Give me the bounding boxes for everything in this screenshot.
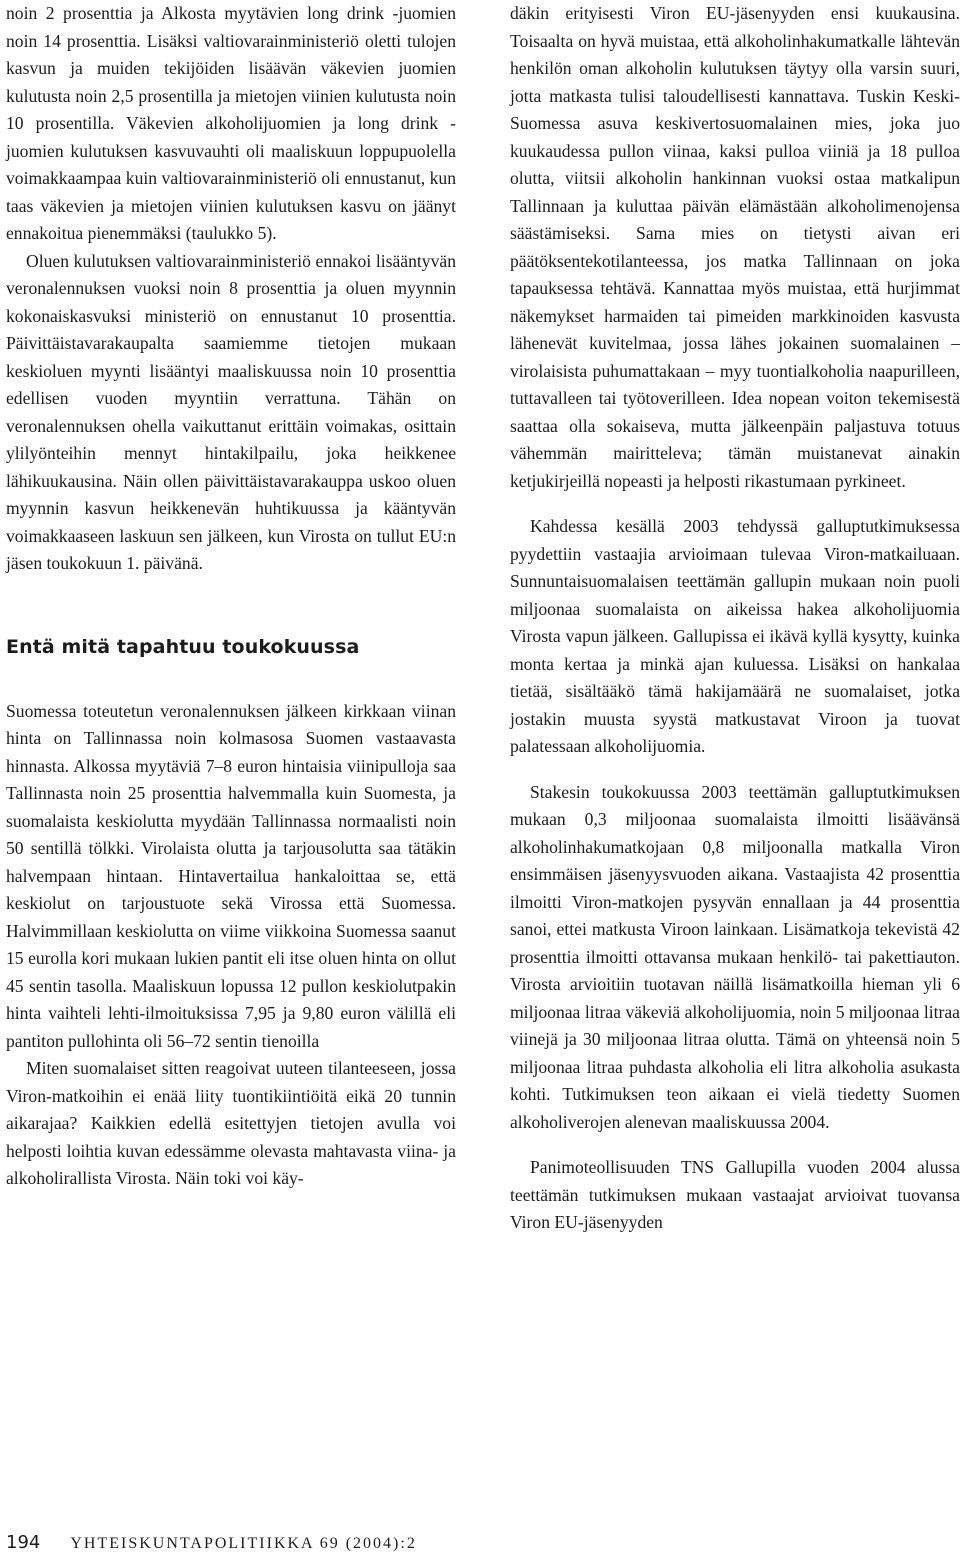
section-heading: Entä mitä tapahtuu toukokuussa bbox=[6, 635, 360, 658]
journal-title: YHTEISKUNTAPOLITIIKKA 69 (2004):2 bbox=[70, 1535, 417, 1552]
paragraph: däkin erityisesti Viron EU-jäsenyyden ensi kuukausina. Toisaalta on hyvä muistaa, että alkoholinhakumatkalle lähtevän henkilön oman alkoholin kulutuksen täytyy olla varsin suuri, jotta matkasta tulisi taloudellisesti kannattava. Tuskin Keski-Suomessa asuva keskivertosuomalainen mies, joka juo kuukaudessa pullon viinaa, kaksi pulloa viiniä ja 18 pulloa olutta, viitsii alkoholin hankinnan vuoksi ostaa matkalipun Tallinnaan ja kuluttaa päivän elämästään alkoholimenojensa säästämiseksi. Sama mies on tietysti aivan eri päätöksentekotilanteessa, jos matka Tallinnaan on joka tapauksessa tehtävä. Kannattaa myös muistaa, että hurjimmat näkemykset harmaiden tai pimeiden markkinoiden kasvusta lähenevät kuvitelmaa, jossa lähes jokainen suomalainen – virolaisista puhumattakaan – myy tuontialkoholia naapurilleen, tuttavalleen tai työtoverilleen. Idea nopean voiton tekemisestä saattaa olla sokaiseva, mutta jälkeenpäin paljastuva totuus vähemmän mairitteleva; tämän muistanevat ainakin ketjukirjeillä nopeasti ja helposti rikastumaan pyrkineet. bbox=[510, 3, 960, 491]
paragraph: noin 2 prosenttia ja Alkosta myytävien long drink -juomien noin 14 prosenttia. Lisäksi valtiovarainministeriö oletti tulojen kasvun ja muiden tekijöiden lisäävän väkevien juomien kulutusta noin 2,5 prosentilla ja mietojen viinien kulutusta noin 10 prosentilla. Väkevien alkoholijuomien ja long drink -juomien kulutuksen kasvuvauhti oli maaliskuun loppupuolella voimakkaampaa kuin valtiovarainministeriö oli ennustanut, kun taas väkevien ja mietojen viinien kulutuksen kasvu on jäänyt ennakoitua pienemmäksi (taulukko 5). bbox=[6, 3, 456, 243]
paragraph: Stakesin toukokuussa 2003 teettämän galluptutkimuksen mukaan 0,3 miljoonaa suomalaista ilmoitti lisäävänsä alkoholinhakumatkojaan 0,8 miljoonalla matkalla Viron ensimmäisen jäsenyysvuoden aikana. Vastaajista 42 prosenttia ilmoitti Viron-matkojen pysyvän ennallaan ja 44 prosenttia sanoi, ettei matkusta Viroon lainkaan. Lisämatkoja tekevistä 42 prosenttia ilmoitti ottavansa mukaan henkilö- tai pakettiauton. Virosta arvioitiin tuotavan näillä lisämatkoilla hieman yli 6 miljoonaa litraa väkeviä alkoholijuomia, noin 5 miljoonaa litraa viinejä ja 30 miljoonaa litraa olutta. Tämä on yhteensä noin 5 miljoonaa litraa puhdasta alkoholia eli litra alkoholia asukasta kohti. Tutkimuksen teon aikaan ei vielä tiedetty Suomen alkoholiverojen alenevan maaliskuussa 2004. bbox=[510, 781, 960, 1132]
paragraph: Suomessa toteutetun veronalennuksen jälkeen kirkkaan viinan hinta on Tallinnassa noin kolmasosa Suomen vastaavasta hinnasta. Alkossa myytäviä 7–8 euron hintaisia viinipulloja saa Tallinnasta noin 25 prosenttia halvemmalla kuin Suomesta, ja suomalaista keskiolutta myydään Tallinnassa normaalisti noin 50 sentillä tölkki. Virolaista olutta ja tarjousolutta saa tätäkin halvempaan hintaan. Hintavertailua hankaloittaa se, että keskiolut on tarjoustuote sekä Virossa että Suomessa. Halvimmillaan keskiolutta on viime viikkoina Suomessa saanut 15 eurolla kori mukaan lukien pantit eli itse oluen hinta on ollut 45 sentin tasolla. Maaliskuun lopussa 12 pullon keskiolutpakin hinta vaihteli lehti-ilmoituksissa 7,95 ja 9,80 euron välillä eli pantiton pullohinta oli 56–72 sentin tienoilla bbox=[6, 700, 456, 1051]
page-footer bbox=[6, 1532, 417, 1555]
paragraph: Panimoteollisuuden TNS Gallupilla vuoden 2004 alussa teettämän tutkimuksen mukaan vastaajat arvioivat tuovansa Viron EU-jäsenyyden bbox=[510, 1157, 960, 1232]
paragraph: Oluen kulutuksen valtiovarainministeriö ennakoi lisääntyvän veronalennuksen vuoksi noin 8 prosenttia ja oluen myynnin kokonaiskasvuksi ministeriö on ennustanut 10 prosenttia. Päivittäistavarakaupalta saamiemme tietojen mukaan keskioluen myynti lisääntyi maaliskuussa noin 10 prosenttia edellisen vuoden myyntiin verrattuna. Tähän on veronalennuksen ohella vaikuttanut erittäin voimakas, osittain ylilyönteihin mennyt hintakilpailu, joka heikkenee lähikuukausina. Näin ollen päivittäistavarakauppa uskoo oluen myynnin kasvun heikkenevän huhtikuussa ja kääntyvän voimakkaaseen laskuun sen jälkeen, kun Virosta on tullut EU:n jäsen toukokuun 1. päivänä. bbox=[6, 250, 456, 573]
page-number: 194 bbox=[6, 1532, 41, 1553]
right-column bbox=[510, 0, 960, 1237]
paragraph: Miten suomalaiset sitten reagoivat uuteen tilanteeseen, jossa Viron-matkoihin ei enää liity tuontikiintiöitä eikä 20 tunnin aikarajaa? Kaikkien edellä esitettyjen tietojen avulla voi helposti loihtia kuvan edessämme olevasta mahtavasta viina- ja alkoholirallista Virosta. Näin toki voi käy- bbox=[6, 1058, 456, 1188]
left-column bbox=[6, 0, 456, 1193]
paragraph: Kahdessa kesällä 2003 tehdyssä galluptutkimuksessa pyydettiin vastaajia arvioimaan tulevaa Viron-matkailuaan. Sunnuntaisuomalaisen teettämän gallupin mukaan noin puoli miljoonaa suomalaista on aikeissa hakea alkoholijuomia Virosta vapun jälkeen. Gallupissa ei ikävä kyllä kysytty, kuinka monta kertaa ja minkä ajan kuluessa. Lisäksi on hankalaa tietää, sisältääkö tämä hakijamäärä ne suomalaiset, jotka jostakin muusta syystä matkustavat Viroon ja tuovat palatessaan alkoholijuomia. bbox=[510, 516, 960, 756]
